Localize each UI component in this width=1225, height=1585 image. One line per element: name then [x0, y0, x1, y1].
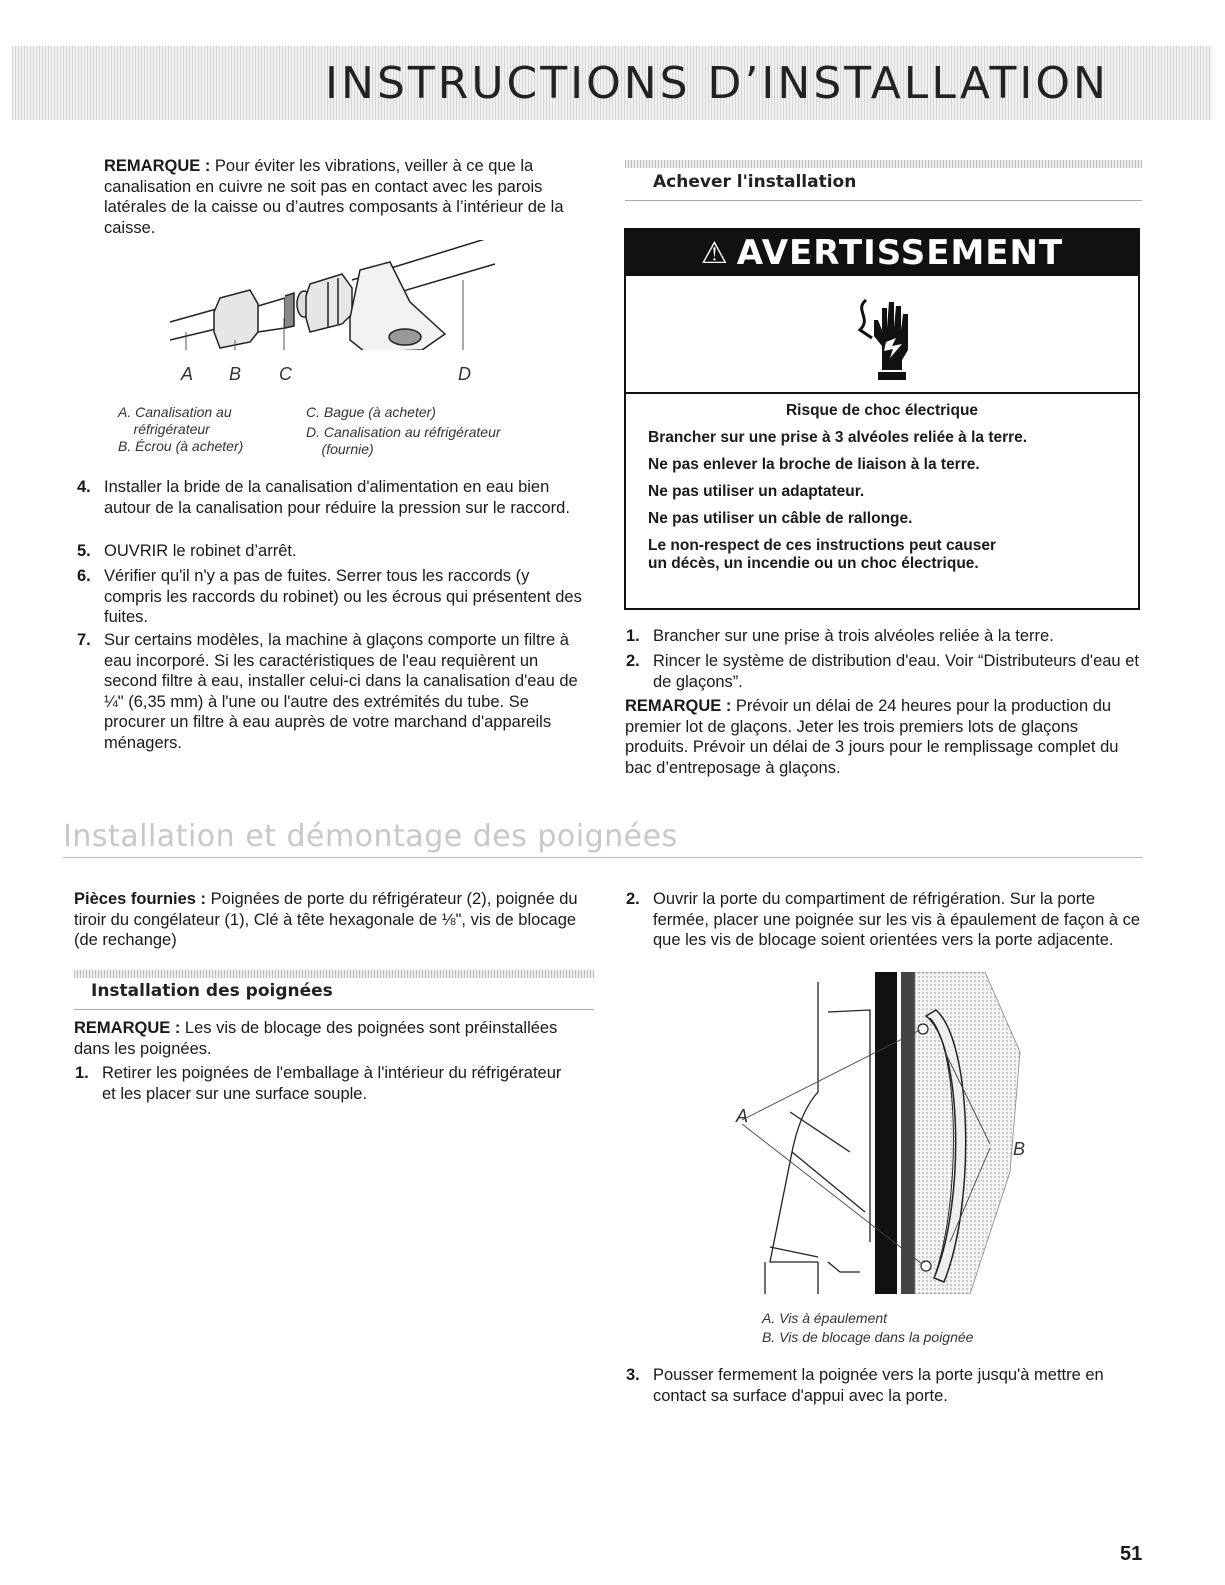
parts-paragraph — [74, 889, 594, 951]
section-title-poignees: Installation et démontage des poignées — [63, 819, 678, 854]
subheading-rule-top — [74, 970, 594, 978]
fig1-caption-d: D. Canalisation au réfrigérateur (fournie) — [306, 424, 501, 457]
header-banner — [12, 46, 1212, 120]
step-1-poignees: 1. Retirer les poignées de l'emballage à l'intérieur du réfrigérateur et les placer sur une surface souple. — [75, 1064, 562, 1103]
parts-text: Poignées de porte du réfrigérateur (2), poignée du tiroir du congélateur (1), Clé à tête hexagonale de ⅛", vis de blocage (de rechange) — [74, 890, 578, 949]
heading-rule-top — [625, 160, 1142, 168]
electric-shock-hand-icon — [848, 286, 928, 381]
note-paragraph — [104, 156, 592, 238]
step-5: 5. OUVRIR le robinet d’arrêt. — [77, 542, 297, 560]
fig1-letter-d: D — [458, 364, 471, 384]
note-label: REMARQUE : — [104, 157, 211, 175]
step-2-achever: 2. Rincer le système de distribution d'eau. Voir “Distributeurs d'eau et de glaçons”. — [626, 652, 1139, 691]
heading-rule-bottom — [625, 200, 1142, 201]
step-4: 4. Installer la bride de la canalisation d'alimentation en eau bien autour de la canalisation pour réduire la pression sur le raccord. — [77, 478, 570, 517]
fig2-caption-b: B. Vis de blocage dans la poignée — [762, 1329, 974, 1345]
step-2-poignees: 2. Ouvrir la porte du compartiment de réfrigération. Sur la porte fermée, placer une poignée sur les vis à épaulement de façon à ce que les vis de blocage soient orientées vers la porte adjacente. — [626, 890, 1141, 949]
page-number: 51 — [1120, 1543, 1143, 1565]
fig1-letter-a: A — [181, 364, 194, 384]
fig1-letter-b: B — [229, 364, 242, 384]
warning-risk: Risque de choc électrique — [785, 402, 979, 419]
note-paragraph-poignees — [74, 1018, 574, 1059]
warning-body — [626, 394, 1138, 590]
warning-triangle-icon: ⚠ — [700, 235, 729, 271]
note-text: Pour éviter les vibrations, veiller à ce que la canalisation en cuivre ne soit pas en contact avec les parois latérales de la caisse ou d’autres composants à l’intérieur de la caisse. — [104, 157, 564, 237]
fig2-caption-a: A. Vis à épaulement — [762, 1310, 888, 1326]
warning-line-1: Brancher sur une prise à 3 alvéoles reliée à la terre. — [648, 429, 1028, 446]
subheading-rule-bottom — [74, 1009, 594, 1010]
door-handle-illustration — [730, 972, 1030, 1294]
step-3-poignees: 3. Pousser fermement la poignée vers la porte jusqu'à mettre en contact sa surface d'appui avec la porte. — [626, 1366, 1104, 1405]
step-1-achever: 1. Brancher sur une prise à trois alvéoles reliée à la terre. — [626, 627, 1054, 645]
note-label-poignees: REMARQUE : — [74, 1019, 181, 1037]
section-rule — [63, 857, 1143, 858]
note-text-achever: Prévoir un délai de 24 heures pour la production du premier lot de glaçons. Jeter les trois premiers lots de glaçons produits. Prévoir un délai de 3 jours pour le remplissage complet du bac d’entreposage à glaçons. — [625, 697, 1119, 777]
water-line-fitting-illustration — [160, 240, 510, 350]
subheading-installation-poignees: Installation des poignées — [91, 981, 333, 1001]
note-paragraph-achever — [625, 696, 1141, 778]
warning-line-4: Ne pas utiliser un câble de rallonge. — [648, 510, 913, 527]
warning-title: ⚠ AVERTISSEMENT — [626, 230, 1138, 276]
fig2-letter-b: B — [1013, 1139, 1026, 1159]
warning-box — [624, 228, 1140, 610]
warning-line-2: Ne pas enlever la broche de liaison à la terre. — [648, 456, 980, 473]
warning-line-3: Ne pas utiliser un adaptateur. — [648, 483, 865, 500]
page-title: INSTRUCTIONS D’INSTALLATION — [325, 57, 1109, 109]
fig1-caption-a: A. Canalisation au réfrigérateur — [118, 404, 232, 437]
warning-icon-area — [626, 276, 1138, 394]
step-7: 7. Sur certains modèles, la machine à glaçons comporte un filtre à eau incorporé. Si les caractéristiques de l'eau requièrent un second filtre à eau, installer celui-ci dans la canalisation d'eau de ¼" (6,35 mm) à l'une ou l'autre des extrémités du tube. Se procurer un filtre à eau auprès de votre marchand d'appareils ménagers. — [77, 631, 578, 752]
fig1-caption-c: C. Bague (à acheter) — [306, 404, 436, 420]
note-label-achever: REMARQUE : — [625, 697, 732, 715]
fig2-letter-a: A — [736, 1106, 749, 1126]
section-heading-achever: Achever l'installation — [653, 172, 857, 192]
note-text-poignees: Les vis de blocage des poignées sont préinstallées dans les poignées. — [74, 1019, 558, 1058]
fig1-letter-c: C — [279, 364, 292, 384]
parts-label: Pièces fournies : — [74, 890, 207, 908]
fig1-caption-b: B. Écrou (à acheter) — [118, 438, 244, 454]
step-6: 6. Vérifier qu'il n'y a pas de fuites. Serrer tous les raccords (y compris les raccords du robinet) ou les écrous qui présentent des fuites. — [77, 567, 582, 626]
warning-line-5: Le non-respect de ces instructions peut causer un décès, un incendie ou un choc électrique. — [648, 537, 996, 572]
